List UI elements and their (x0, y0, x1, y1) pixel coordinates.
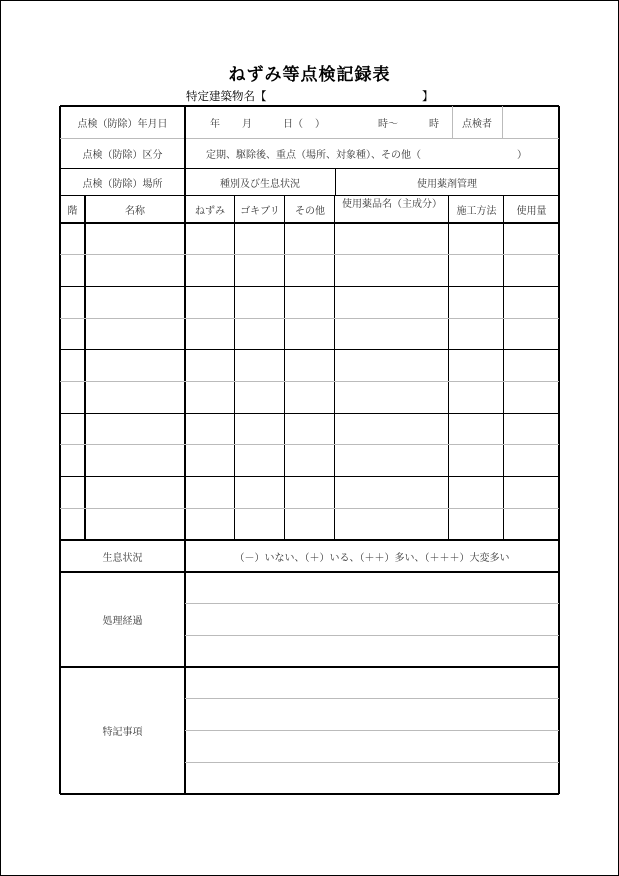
table-rule (60, 286, 559, 287)
place-label: 点検（防除）場所 (82, 179, 163, 190)
table-rule (60, 476, 559, 477)
col-method: 施工方法 (456, 206, 497, 217)
chemical-management-label: 使用薬剤管理 (417, 179, 477, 190)
table-rule (185, 635, 559, 636)
table-rule (60, 539, 559, 541)
table-rule (334, 196, 335, 540)
table-rule (185, 698, 559, 699)
col-other: その他 (295, 206, 325, 217)
table-rule (502, 106, 503, 138)
table-rule (60, 793, 559, 795)
form-title: ねずみ等点検記録表 (228, 65, 391, 85)
building-name-label: 特定建築物名【 (186, 89, 267, 103)
table-rule (452, 106, 453, 138)
category-label: 点検（防除）区分 (82, 150, 163, 161)
table-rule (60, 444, 559, 445)
col-name: 名称 (125, 206, 145, 217)
table-rule (558, 106, 560, 794)
habitat-legend: （－）いない、（＋）いる、（＋＋）多い、（＋＋＋）大変多い (234, 552, 510, 564)
inspector-label: 点検者 (462, 118, 492, 130)
process-label: 処理経過 (102, 616, 143, 627)
table-rule (60, 413, 559, 414)
table-rule (284, 196, 285, 540)
table-rule (60, 381, 559, 382)
table-rule (60, 222, 559, 224)
table-rule (60, 168, 559, 169)
table-rule (60, 138, 559, 139)
col-amount: 使用量 (516, 206, 547, 217)
habitat-label: 生息状況 (102, 552, 143, 564)
table-rule (185, 730, 559, 731)
date-month: 月 (242, 118, 252, 130)
col-chemical-name: 使用薬品名（主成分） (342, 199, 442, 210)
species-status-label: 種別及び生息状況 (220, 179, 300, 190)
table-rule (60, 666, 559, 668)
building-name-bracket-close: 】 (422, 89, 434, 103)
inspector-field[interactable] (502, 106, 559, 138)
time-from: 時～ (378, 118, 398, 130)
table-rule (60, 195, 559, 196)
table-rule (234, 196, 235, 540)
table-rule (60, 318, 559, 319)
table-rule (185, 603, 559, 604)
inspection-table (60, 106, 559, 794)
time-to: 時 (429, 118, 439, 130)
col-floor: 階 (67, 206, 78, 217)
date-year: 年 (210, 118, 220, 130)
building-name-field[interactable] (186, 88, 434, 104)
category-text: 定期、駆除後、重点（場所、対象種）、その他（ (206, 150, 421, 161)
table-rule (60, 571, 559, 573)
date-day: 日（ (283, 118, 303, 130)
table-rule (59, 106, 61, 794)
table-rule (60, 254, 559, 255)
table-rule (60, 105, 559, 107)
category-paren-close: ） (517, 150, 527, 161)
date-paren-close: ） (315, 118, 325, 130)
date-label: 点検（防除）年月日 (77, 118, 168, 130)
col-rat: ねずみ (195, 206, 225, 217)
table-rule (448, 196, 449, 540)
table-rule (335, 169, 336, 196)
table-rule (60, 508, 559, 509)
table-rule (503, 196, 504, 540)
table-rule (184, 106, 186, 572)
col-cockroach: ゴキブリ (240, 206, 280, 217)
table-rule (84, 196, 86, 540)
table-rule (60, 349, 559, 350)
table-rule (185, 762, 559, 763)
notes-label: 特記事項 (102, 727, 143, 738)
